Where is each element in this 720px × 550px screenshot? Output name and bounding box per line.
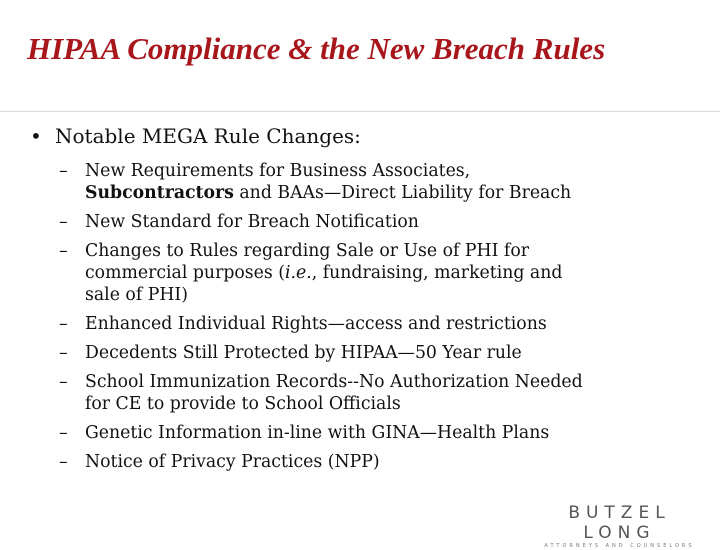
main-bullet-text: Notable MEGA Rule Changes: (55, 124, 361, 148)
sub-bullet-line (85, 284, 709, 306)
sub-bullet-item (59, 240, 709, 306)
dash-marker: – (59, 423, 68, 443)
sub-bullet-line (85, 240, 709, 262)
bullet-marker: • (30, 124, 42, 148)
logo-tagline: ATTORNEYS AND COUNSELORS (544, 543, 695, 549)
sub-bullet-text: Decedents Still Protected by HIPAA—50 Year rule (85, 343, 522, 363)
slide-title: HIPAA Compliance & the New Breach Rules (27, 31, 606, 66)
sub-bullet-line (85, 342, 709, 364)
sub-bullet-item (59, 160, 709, 204)
butzel-long-logo (527, 503, 712, 550)
sub-bullet-text: Enhanced Individual Rights—access and restrictions (85, 314, 547, 334)
sub-bullet-line (85, 422, 709, 444)
dash-marker: – (59, 241, 68, 261)
sub-bullet-text: School Immunization Records--No Authorization Needed (85, 372, 583, 392)
sub-bullet-line (85, 371, 709, 393)
dash-marker: – (59, 452, 68, 472)
sub-bullet-item (59, 211, 709, 233)
sub-bullet-text: Changes to Rules regarding Sale or Use of PHI for (85, 241, 529, 261)
sub-bullet-item (59, 371, 709, 415)
dash-marker: – (59, 161, 68, 181)
dash-marker: – (59, 343, 68, 363)
logo-name: BUTZEL LONG (568, 503, 671, 543)
sub-bullet-line (85, 160, 709, 182)
sub-bullet-text: New Requirements for Business Associates, (85, 161, 471, 181)
sub-bullet-item (59, 313, 709, 335)
sub-bullet-text: commercial purposes ( (85, 263, 285, 283)
sub-bullet-line (85, 451, 709, 473)
sub-bullet-line (85, 393, 709, 415)
sub-bullet-item (59, 342, 709, 364)
sub-bullet-text: i.e. (285, 263, 312, 283)
sub-bullet-text: New Standard for Breach Notification (85, 212, 419, 232)
sub-bullet-line (85, 182, 709, 204)
dash-marker: – (59, 372, 68, 392)
sub-bullet-item (59, 422, 709, 444)
sub-bullet-text: Genetic Information in-line with GINA—Health Plans (85, 423, 550, 443)
dash-marker: – (59, 314, 68, 334)
sub-bullet-line (85, 313, 709, 335)
title-divider (0, 111, 720, 112)
sub-bullet-line (85, 211, 709, 233)
sub-bullet-text: sale of PHI) (85, 285, 188, 305)
sub-bullet-text: and BAAs—Direct Liability for Breach (233, 183, 572, 203)
sub-bullet-text: Notice of Privacy Practices (NPP) (85, 452, 380, 472)
sub-bullet-line (85, 262, 709, 284)
sub-bullet-text: for CE to provide to School Officials (85, 394, 401, 414)
dash-marker: – (59, 212, 68, 232)
sub-bullet-list (59, 160, 709, 480)
sub-bullet-item (59, 451, 709, 473)
sub-bullet-text: Subcontractors (85, 183, 234, 203)
sub-bullet-text: , fundraising, marketing and (311, 263, 563, 283)
